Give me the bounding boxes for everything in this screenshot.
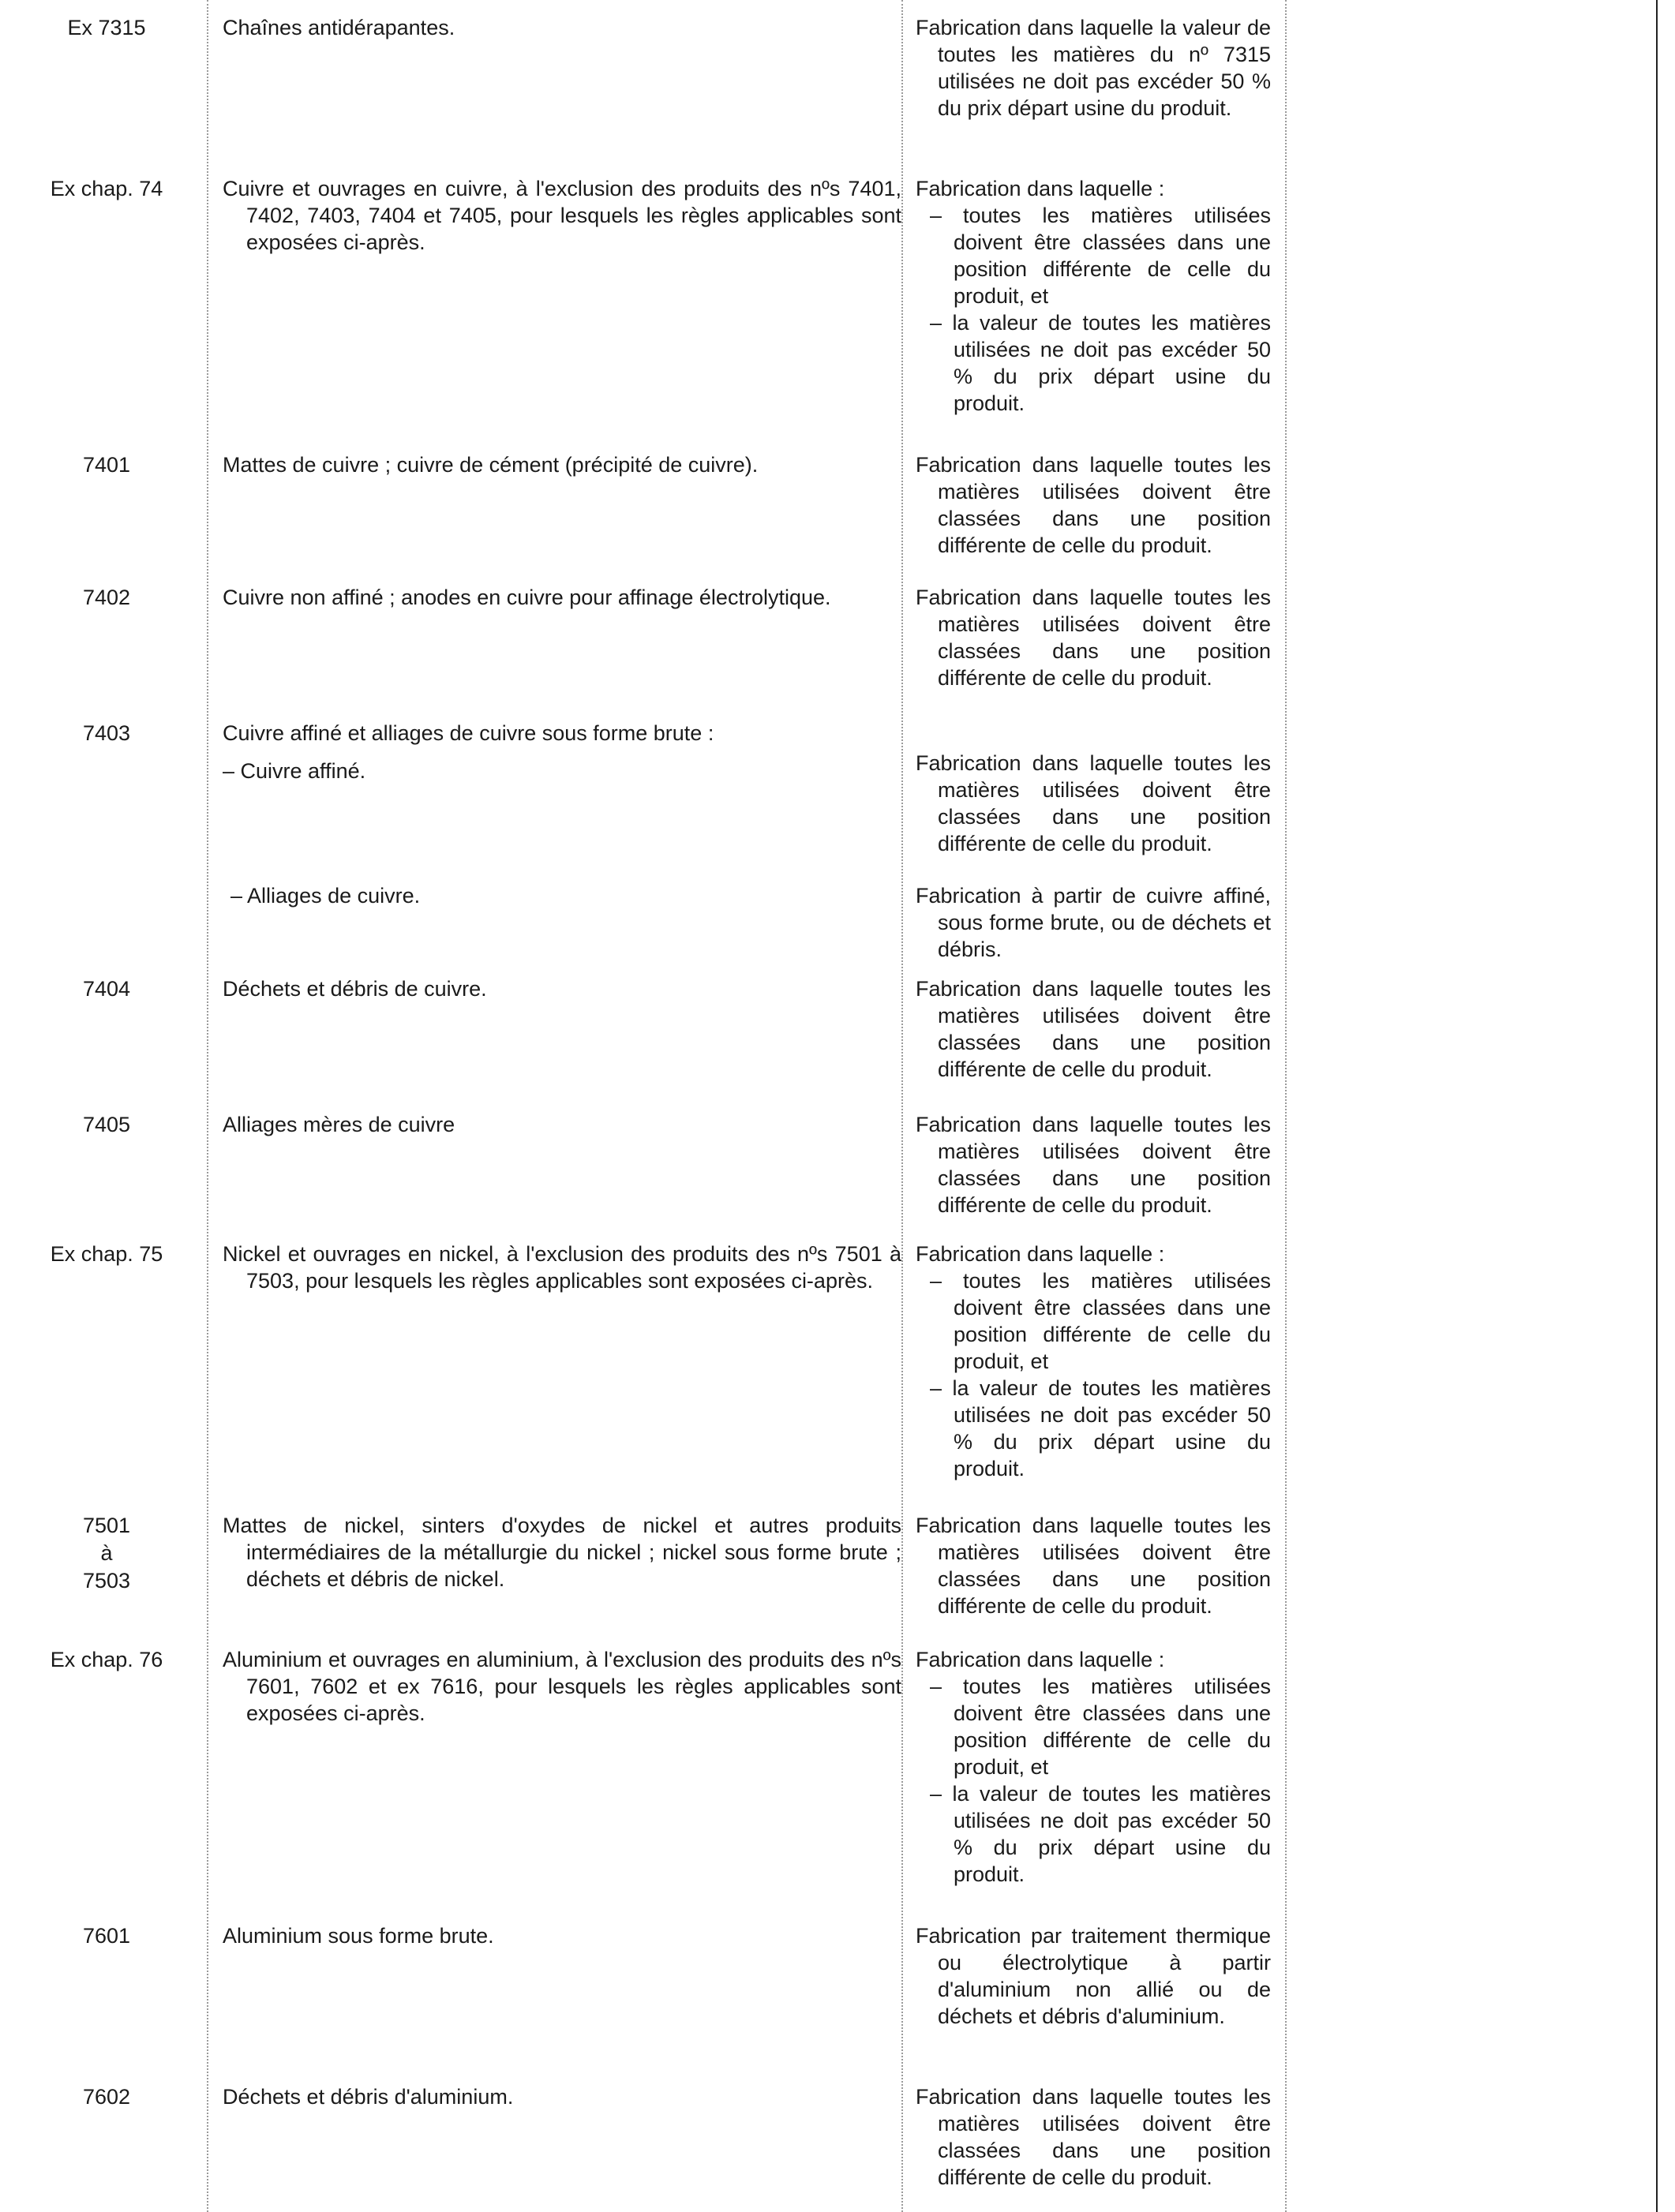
- rule-item: – toutes les matières utilisées doivent être classées dans une position différente de celle du produit, et: [930, 1675, 1271, 1779]
- product-description: Mattes de cuivre ; cuivre de cément (précipité de cuivre).: [223, 453, 759, 477]
- rule-item: – toutes les matières utilisées doivent être classées dans une position différente de celle du produit, et: [930, 204, 1271, 308]
- product-description: Aluminium sous forme brute.: [223, 1924, 494, 1948]
- origin-rule: Fabrication à partir de cuivre affiné, sous forme brute, ou de déchets et débris.: [916, 884, 1271, 961]
- heading-code: 7501 à 7503: [82, 1514, 131, 1593]
- heading-code: 7401: [82, 453, 131, 477]
- product-description: Mattes de nickel, sinters d'oxydes de nickel et autres produits intermédiaires de la métallurgie du nickel ; nickel sous forme brute ; déchets et débris de nickel.: [223, 1514, 901, 1591]
- product-description: Alliages mères de cuivre: [223, 1113, 455, 1136]
- origin-rule: [916, 1241, 1271, 1482]
- column-divider-rule: [1285, 0, 1287, 2212]
- origin-rule: Fabrication par traitement thermique ou électrolytique à partir d'aluminium non allié ou de déchets et débris d'aluminium.: [916, 1924, 1271, 2028]
- origin-rule: Fabrication dans laquelle toutes les matières utilisées doivent être classées dans une position différente de celle du produit.: [916, 751, 1271, 855]
- heading-code: Ex chap. 75: [50, 1242, 163, 1266]
- page-right-border: [1656, 0, 1658, 2212]
- product-description: Chaînes antidérapantes.: [223, 16, 455, 39]
- heading-code: 7405: [82, 1113, 131, 1136]
- heading-code: 7402: [82, 586, 131, 609]
- product-description: Aluminium et ouvrages en aluminium, à l'exclusion des produits des nºs 7601, 7602 et ex 7616, pour lesquels les règles applicables sont exposées ci-après.: [223, 1648, 901, 1725]
- heading-code: Ex chap. 76: [50, 1648, 163, 1671]
- product-description: Cuivre et ouvrages en cuivre, à l'exclusion des produits des nºs 7401, 7402, 7403, 7404 et 7405, pour lesquels les règles applicables sont exposées ci-après.: [223, 177, 901, 254]
- column-divider-description: [901, 0, 903, 2212]
- origin-rule: Fabrication dans laquelle la valeur de toutes les matières du nº 7315 utilisées ne doit pas excéder 50 % du prix départ usine du produit.: [916, 16, 1271, 120]
- origin-rule: [916, 175, 1271, 417]
- origin-rule: Fabrication dans laquelle toutes les matières utilisées doivent être classées dans une position différente de celle du produit.: [916, 1113, 1271, 1217]
- heading-code: 7403: [82, 721, 131, 745]
- rule-intro: Fabrication dans laquelle :: [916, 1242, 1165, 1266]
- rule-intro: Fabrication dans laquelle :: [916, 177, 1165, 200]
- heading-code: 7602: [82, 2085, 131, 2109]
- product-description: Déchets et débris de cuivre.: [223, 977, 487, 1001]
- rule-item: – la valeur de toutes les matières utilisées ne doit pas excéder 50 % du prix départ usine du produit.: [930, 1376, 1271, 1480]
- origin-rule: Fabrication dans laquelle toutes les matières utilisées doivent être classées dans une position différente de celle du produit.: [916, 586, 1271, 690]
- product-description: Cuivre non affiné ; anodes en cuivre pour affinage électrolytique.: [223, 586, 831, 609]
- heading-code: 7601: [82, 1924, 131, 1948]
- sub-item-description: – Alliages de cuivre.: [230, 884, 421, 908]
- product-description: Nickel et ouvrages en nickel, à l'exclusion des produits des nºs 7501 à 7503, pour lesquels les règles applicables sont exposées ci-après.: [223, 1242, 901, 1293]
- origin-rule: Fabrication dans laquelle toutes les matières utilisées doivent être classées dans une position différente de celle du produit.: [916, 977, 1271, 1081]
- rule-item: – la valeur de toutes les matières utilisées ne doit pas excéder 50 % du prix départ usine du produit.: [930, 311, 1271, 415]
- column-divider-code: [207, 0, 208, 2212]
- sub-item-description: – Cuivre affiné.: [223, 759, 366, 783]
- origin-rule: Fabrication dans laquelle toutes les matières utilisées doivent être classées dans une position différente de celle du produit.: [916, 453, 1271, 557]
- rule-intro: Fabrication dans laquelle :: [916, 1648, 1165, 1671]
- rule-item: – la valeur de toutes les matières utilisées ne doit pas excéder 50 % du prix départ usine du produit.: [930, 1782, 1271, 1886]
- origin-rule: [916, 1646, 1271, 1888]
- origin-rule: Fabrication dans laquelle toutes les matières utilisées doivent être classées dans une position différente de celle du produit.: [916, 2085, 1271, 2189]
- product-description: Déchets et débris d'aluminium.: [223, 2085, 514, 2109]
- heading-code: 7404: [82, 977, 131, 1001]
- origin-rule: Fabrication dans laquelle toutes les matières utilisées doivent être classées dans une position différente de celle du produit.: [916, 1514, 1271, 1618]
- rule-item: – toutes les matières utilisées doivent être classées dans une position différente de celle du produit, et: [930, 1269, 1271, 1373]
- heading-code: Ex chap. 74: [50, 177, 163, 200]
- heading-code: Ex 7315: [67, 16, 146, 39]
- product-description: Cuivre affiné et alliages de cuivre sous forme brute : – Cuivre affiné.: [223, 720, 901, 784]
